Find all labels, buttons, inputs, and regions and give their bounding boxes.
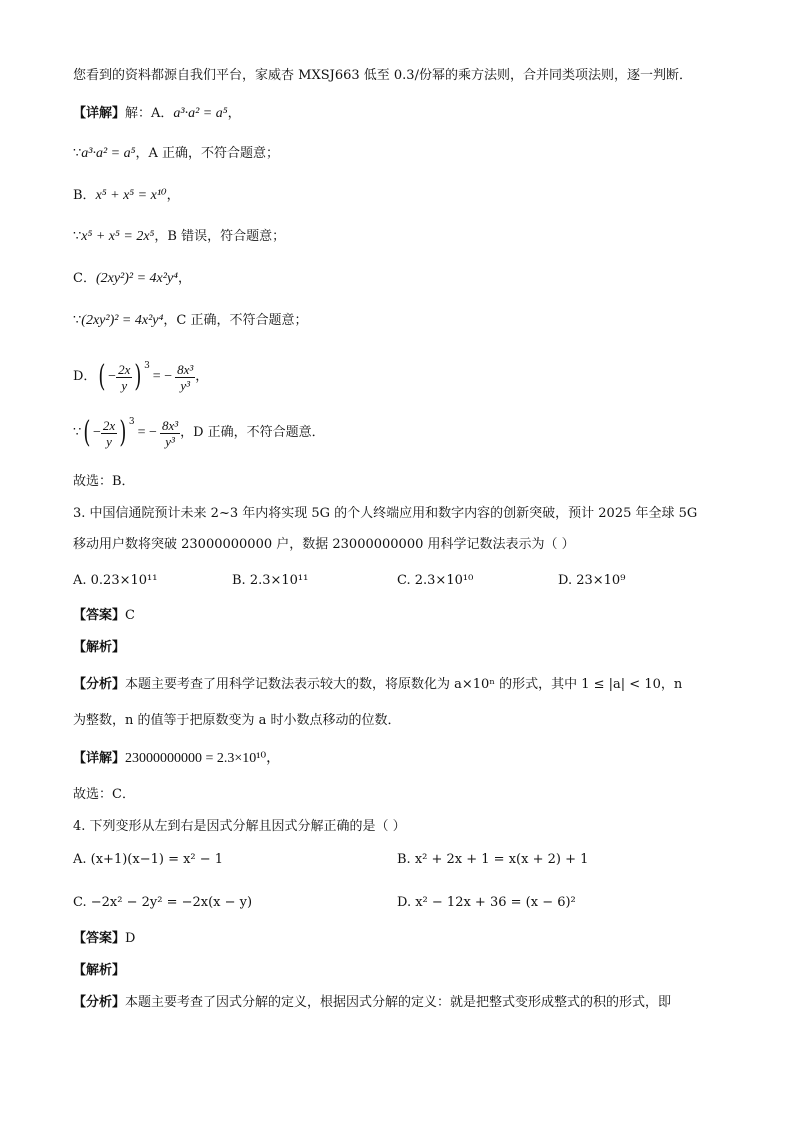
q4-option-b: B. x² + 2x + 1 = x(x + 2) + 1 [397, 852, 589, 867]
fraction: $\frac{2x}{y}$ [102, 417, 116, 449]
q4-option-a: A. (x+1)(x−1) = x² − 1 [73, 852, 224, 867]
fraction: $\frac{\text{8x³}}{\text{y³}}$ [161, 417, 179, 449]
q3-option-c: C. 2.3×10¹⁰ [397, 573, 474, 588]
because-line-c: ∵(2xy²)² = 4x²y⁴，C 正确，不符合题意； [73, 313, 308, 328]
q4-jiexi: 【解析】 [73, 963, 126, 978]
q3-stem-line-1: 3. 中国信通院预计未来 2~3 年内将实现 5G 的个人终端应用和数字内容的创新突破，预计 2025 年全球 5G [73, 506, 698, 521]
q3-stem-line-2: 移动用户数将突破 23000000000 户，数据 23000000000 用科学记数法表示为（ ） [73, 537, 575, 552]
math-expression: x⁵ + x⁵ = x¹⁰ [95, 188, 167, 203]
because-line-b: ∵x⁵ + x⁵ = 2x⁵，B 错误，符合题意； [73, 229, 286, 244]
option-line-b: B．x⁵ + x⁵ = x¹⁰， [73, 188, 180, 203]
fraction: $\frac{\text{8x³}}{\text{y³}}$ [177, 361, 194, 393]
q3-option-a: A. 0.23×10¹¹ [73, 573, 158, 588]
detail-tag: 【详解】 [73, 106, 126, 121]
q4-stem: 4. 下列变形从左到右是因式分解且因式分解正确的是（ ） [73, 819, 406, 834]
math-expression: (2xy²)² = 4x²y⁴ [95, 271, 179, 286]
detail-line-a: 【详解】解：A．a³·a² = a⁵， [73, 106, 241, 121]
math-expression: a³·a² = a⁵ [81, 146, 136, 161]
fraction: $\frac{2x}{y}$ [118, 361, 131, 393]
q3-select: 故选：C． [73, 787, 135, 802]
q3-option-d: D. 23×10⁹ [558, 573, 626, 588]
q3-detail: 【详解】23000000000 = 2.3×10¹⁰， [73, 751, 281, 766]
q3-option-b: B. 2.3×10¹¹ [232, 573, 309, 588]
q3-analysis-line-1: 【分析】本题主要考查了用科学记数法表示较大的数，将原数化为 a×10ⁿ 的形式，其中 1 ≤ |a| < 10，n [73, 677, 683, 692]
q4-answer: 【答案】D [73, 931, 136, 946]
text-line-1: 您看到的资料都源自我们平台，家威杏 MXSJ663 低至 0.3/份幂的乘方法则，合并同类项法则，逐一判断． [73, 68, 692, 83]
math-expression: (2xy²)² = 4x²y⁴ [81, 313, 164, 328]
q3-jiexi: 【解析】 [73, 640, 126, 655]
because-line-a: ∵a³·a² = a⁵，A 正确，不符合题意； [73, 146, 280, 161]
option-line-d: D． ( − $\frac{2x}{y}$ ) $^3$ = − $\frac{\text{8x³}}{\text{y³}}$ ， [73, 359, 209, 394]
q4-analysis: 【分析】本题主要考查了因式分解的定义，根据因式分解的定义：就是把整式变形成整式的积的形式，即 [73, 995, 672, 1010]
because-line-d: ∵ ( − $\frac{2x}{y}$ ) $^3$ = − $\frac{\text{8x³}}{\text{y³}}$ ，D 正确，不符合题意． [73, 415, 325, 450]
q4-option-d: D. x² − 12x + 36 = (x − 6)² [397, 895, 576, 910]
q3-answer: 【答案】C [73, 608, 135, 623]
math-expression: a³·a² = a⁵ [173, 106, 228, 121]
select-line-q2: 故选：B． [73, 474, 135, 489]
option-line-c: C．(2xy²)² = 4x²y⁴， [73, 271, 192, 286]
q4-option-c: C. −2x² − 2y² = −2x(x − y) [73, 895, 253, 910]
q3-analysis-line-2: 为整数，n 的值等于把原数变为 a 时小数点移动的位数． [73, 713, 401, 728]
math-expression: x⁵ + x⁵ = 2x⁵ [81, 229, 155, 244]
